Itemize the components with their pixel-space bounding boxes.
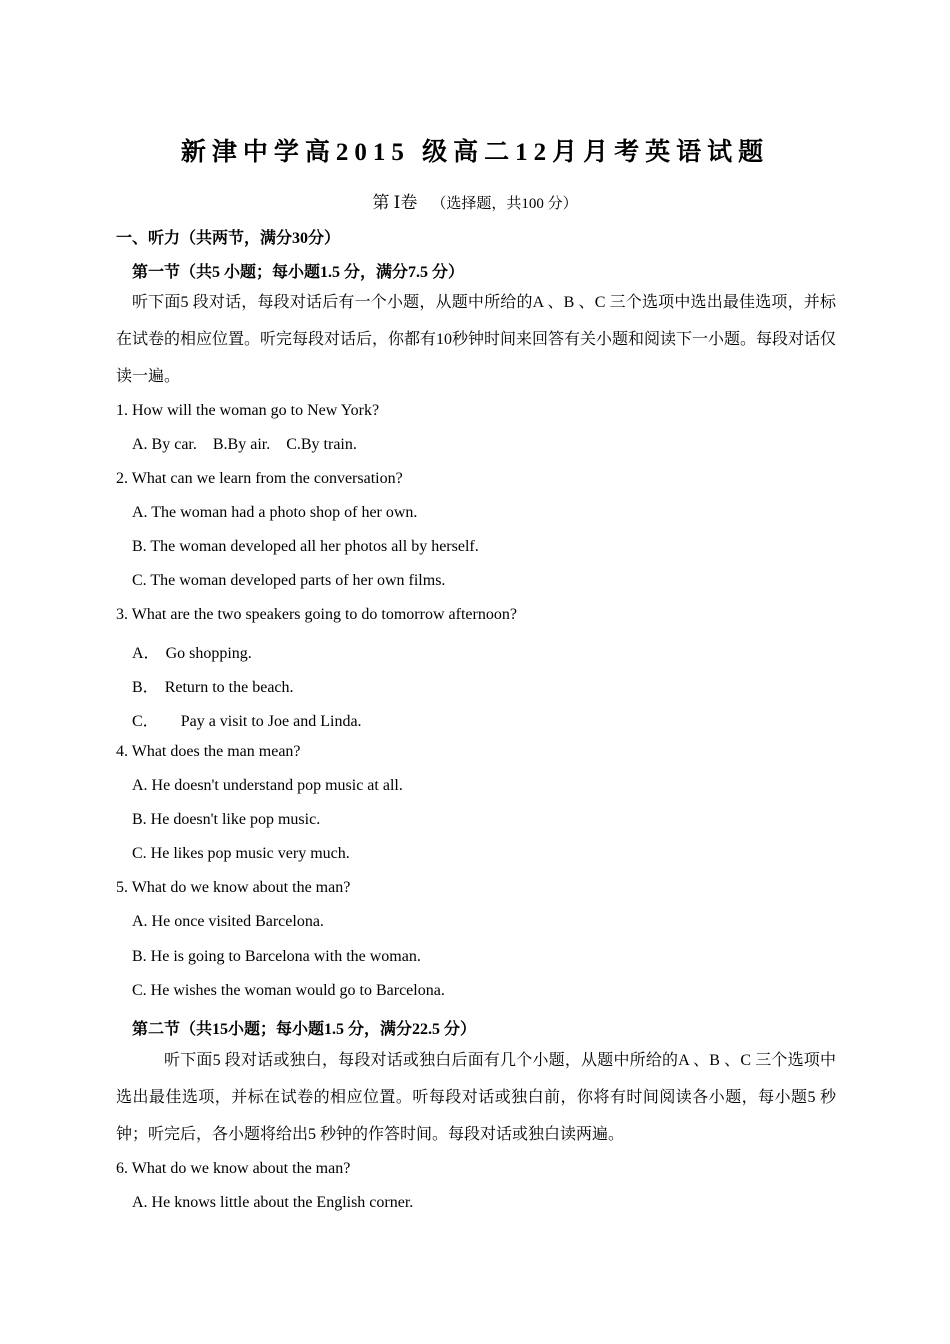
q3-option-b-label: B． <box>132 679 159 696</box>
q3-option-a <box>132 640 252 663</box>
q3-option-b <box>132 674 294 697</box>
q6-text: 6. What do we know about the man? <box>116 1160 351 1177</box>
q3-option-a-text: Go shopping. <box>165 645 252 662</box>
volume-label: 第 Ⅰ卷 <box>372 193 418 212</box>
q2-option-a: A. The woman had a photo shop of her own. <box>132 504 418 521</box>
q2-option-c: C. The woman developed parts of her own films. <box>132 572 446 589</box>
section2-heading: 第二节（共15小题；每小题1.5 分，满分22.5 分） <box>132 1021 477 1038</box>
q4-text: 4. What does the man mean? <box>116 743 301 760</box>
q6-option-a: A. He knows little about the English corner. <box>132 1194 414 1211</box>
volume-score-note: （选择题，共100 分） <box>431 196 578 212</box>
q3-option-c-label: C． <box>132 713 159 730</box>
q1-text: 1. How will the woman go to New York? <box>116 402 380 419</box>
q2-option-b: B. The woman developed all her photos all by herself. <box>132 538 479 555</box>
q3-option-b-text: Return to the beach. <box>164 679 294 696</box>
q5-text: 5. What do we know about the man? <box>116 879 351 896</box>
q5-option-a: A. He once visited Barcelona. <box>132 913 324 930</box>
q4-option-b: B. He doesn't like pop music. <box>132 811 321 828</box>
part1-heading: 一、听力（共两节，满分30分） <box>116 230 341 247</box>
q5-option-c: C. He wishes the woman would go to Barcelona. <box>132 982 445 999</box>
q1-options: A. By car. B.By air. C.By train. <box>132 436 357 453</box>
section2-instructions: 听下面5 段对话或独白，每段对话或独白后面有几个小题，从题中所给的A 、B 、C 三个选项中选出最佳选项，并标在试卷的相应位置。听每段对话或独白前，你将有时间阅读各小题，每小题5 秒钟；听完后，各小题将给出5 秒钟的作答时间。每段对话或独白读两遍。 <box>116 1052 836 1143</box>
q4-option-a: A. He doesn't understand pop music at all. <box>132 777 403 794</box>
q3-option-c <box>132 708 362 731</box>
volume-subtitle <box>0 188 950 213</box>
exam-title: 新津中学高2015 级高二12月月考英语试题 <box>180 139 770 166</box>
q5-option-b: B. He is going to Barcelona with the woman. <box>132 948 421 965</box>
q3-option-c-text: Pay a visit to Joe and Linda. <box>180 713 362 730</box>
section1-heading: 第一节（共5 小题；每小题1.5 分，满分7.5 分） <box>132 264 465 281</box>
q4-option-c: C. He likes pop music very much. <box>132 845 350 862</box>
q3-option-a-label: A． <box>132 645 160 662</box>
q3-text: 3. What are the two speakers going to do tomorrow afternoon? <box>116 606 517 623</box>
q2-text: 2. What can we learn from the conversation? <box>116 470 403 487</box>
section1-instructions: 听下面5 段对话，每段对话后有一个小题，从题中所给的A 、B 、C 三个选项中选出最佳选项，并标在试卷的相应位置。听完每段对话后，你都有10秒钟时间来回答有关小题和阅读下一小题。每段对话仅读一遍。 <box>116 294 837 385</box>
